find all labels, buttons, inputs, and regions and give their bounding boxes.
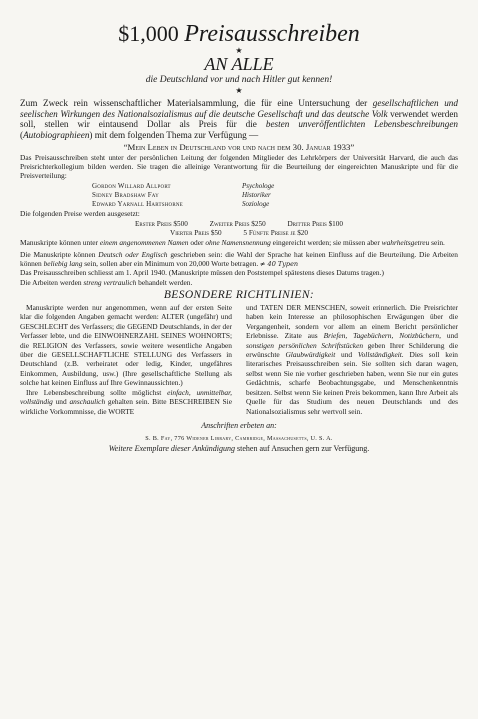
emphasis: Deutsch oder Englisch: [98, 249, 168, 259]
emphasis: einem angenommenen Namen: [99, 238, 189, 248]
committee-member: [92, 182, 458, 191]
address: S. B. Fay, 776 Widener Library, Cambridge, Massachusetts, U. S. A.: [145, 435, 333, 443]
member-role: Historiker: [242, 191, 271, 200]
emphasis: anschaulich: [69, 397, 106, 407]
emphasis: Weitere Exemplare dieser Ankündigung: [108, 444, 235, 454]
text: und: [335, 349, 358, 359]
language-paragraph: [20, 251, 458, 268]
text: oder: [188, 238, 206, 248]
committee-intro: Das Preisausschreiben steht unter der persönlichen Leitung der folgenden Mitglieder des Lehrkörpers der Universität Harvard, die auch das Preisrichterkollegium bilden werden. Sie tragen die alleinige Verantwortung für die Beurteilung der eingereichten Manuskripte und für die Preisverteilung:: [20, 153, 458, 180]
intro-text: Zum Zweck rein wissenschaftlicher Materialsammlung, die für eine Untersuchung der: [20, 98, 373, 108]
intro-emphasis: Autobiographieen: [23, 129, 90, 140]
intro-emphasis: besten unveröffentlichten Lebensbeschreibungen: [265, 119, 458, 130]
emphasis: ohne Namensnennung: [205, 238, 271, 248]
star-ornament-2: ★: [235, 86, 243, 95]
star-ornament: ★: [235, 46, 243, 55]
text: und: [440, 331, 458, 341]
text: Manuskripte können unter: [20, 238, 100, 248]
emphasis: einfach, unmittelbar, vollständig: [20, 387, 232, 407]
anonymity-paragraph: [20, 239, 458, 248]
prize-item: Erster Preis $500: [135, 220, 188, 229]
text: sein.: [429, 238, 445, 248]
member-role: Soziologe: [242, 200, 270, 209]
page-title: [20, 22, 458, 46]
emphasis: Vollständigkeit.: [357, 349, 404, 359]
closing-date-paragraph: Das Preisausschreiben schliesst am 1. April 1940. (Manuskripte müssen den Poststempel spätestens dieses Datums tragen.): [20, 268, 384, 278]
prizes-intro: Die folgenden Preise werden ausgesetzt:: [20, 209, 140, 219]
rules-paragraph: Manuskripte werden nur angenommen, wenn auf der ersten Seite klar die folgenden Angaben gemacht werden: ALTER (ungefähr) und GESCHLECHT des Verfassers; die GEGEND Deutschlands, in der der Verfasser lebte, und die EINWOHNERZAHL SEINES WOHNORTS; die RELIGION des Verfassers, sowie weitere wesentliche Angaben über die GESELLSCHAFTLICHE STELLUNG des Verfassers in Deutschland (z.B. verheiratet oder ledig, Kinder, ungefähres Einkommen, Ausbildung, usw.) (Ihre gesellschaftliche Stellung als solche hat keinen Einfluss auf Ihre Gewinnaussichten.): [20, 302, 232, 388]
text: und TATEN DER MENSCHEN, soweit erinnerlich. Die Preisrichter haben kein Interesse an philosophischen Erwägungen über die Vergangenheit, sondern vor allem an einem Bericht persönlicher Erlebnisse. Zitate aus: [246, 302, 458, 341]
member-name: Sidney Bradshaw Fay: [92, 191, 159, 200]
subtitle: die Deutschland vor und nach Hitler gut kennen!: [145, 75, 333, 85]
handwritten-note: ≠ 40 Typen: [260, 259, 299, 268]
intro-text: ) mit dem folgenden Thema zur Verfügung —: [89, 129, 259, 140]
text: Die Arbeiten werden: [20, 278, 84, 287]
rules-paragraph: [20, 388, 232, 416]
essay-theme: “Mein Leben in Deutschland vor und nach dem 30. Januar 1933”: [123, 142, 355, 153]
text: Dies soll kein literarisches Preisausschreiben sein. Sie sollten sich daran wagen, selbst wenn Sie nie vorher geschrieben haben, wenn Sie nur ein gutes Gedächtnis, scharfe Beobachtungsgabe, und Menschenkenntnis besitzen. Selbst wenn Sie keinen Preis bekommen, kann Ihre Arbeit als Quelle für das Studium des neuen Deutschlands und des Nationalsozialismus sehr wertvoll sein.: [246, 349, 458, 416]
prize-amount: $1,000: [118, 21, 179, 46]
text: behandelt werden.: [136, 278, 193, 287]
rules-columns: [20, 303, 458, 416]
prize-item: Dritter Preis $100: [287, 220, 343, 229]
text: gehalten sein. Bitte BESCHREIBEN Sie wirkliche Vorkommnisse, die WORTE: [20, 397, 232, 416]
prize-item: 5 Fünfte Preise je $20: [243, 229, 308, 238]
prize-item: Zweiter Preis $250: [209, 220, 266, 229]
address-label: Anschriften erbeten an:: [201, 421, 277, 431]
text: eingereicht werden; sie müssen aber: [270, 238, 382, 248]
emphasis: Glaubwürdigkeit: [285, 349, 336, 359]
emphasis: wahrheitsgetreu: [381, 238, 430, 248]
title-preisausschreiben: Preisausschreiben: [184, 21, 360, 47]
member-role: Psychologe: [242, 182, 275, 191]
text: und: [52, 397, 70, 407]
text: sein, sollen aber ein Minimum von 20,000 Worte betragen.: [82, 258, 261, 268]
text: stehen auf Ansuchen gern zur Verfügung.: [235, 444, 370, 454]
prizes-row-2: [20, 228, 458, 238]
member-name: Gordon Willard Allport: [92, 182, 171, 191]
committee-member: [92, 191, 458, 200]
emphasis: beliebig lang: [43, 258, 83, 268]
intro-paragraph: [20, 98, 458, 140]
rules-heading: BESONDERE RICHTLINIEN:: [163, 288, 315, 301]
member-name: Edward Yarnall Hartshorne: [92, 200, 183, 209]
emphasis: Briefen, Tagebüchern, Notizbüchern,: [323, 331, 441, 341]
rules-paragraph: [246, 303, 458, 416]
document-page: [20, 22, 458, 454]
text: Die Manuskripte können: [20, 249, 99, 259]
intro-text: (: [20, 129, 24, 140]
committee-list: [92, 182, 458, 209]
intro-text: verwendet werden soll, stellen wir eintausend Dollar als Preis für die: [20, 108, 458, 130]
committee-member: [92, 200, 458, 209]
heading-an-alle: AN ALLE: [204, 54, 274, 74]
intro-emphasis: gesellschaftlichen und seelischen Wirkungen des Nationalsozialismus auf die deutsche Gesellschaft und das deutsche Volk: [20, 98, 458, 119]
rules-column-right: [246, 303, 458, 416]
emphasis: streng vertraulich: [83, 278, 137, 287]
rules-column-left: [20, 303, 232, 416]
more-copies-note: [20, 444, 458, 454]
prize-item: Vierter Preis $50: [170, 229, 222, 238]
confidentiality-paragraph: [20, 279, 458, 288]
text: Ihre Lebensbeschreibung sollte möglichst: [26, 387, 168, 397]
text: geben Ihrer Schilderung die erwünschte: [246, 340, 458, 359]
text: geschrieben sein: die Wahl der Sprache hat keinen Einfluss auf die Beurteilung. Die Arbeiten können: [20, 249, 458, 268]
emphasis: sonstigen persönlichen Schriftstücken: [246, 340, 364, 350]
